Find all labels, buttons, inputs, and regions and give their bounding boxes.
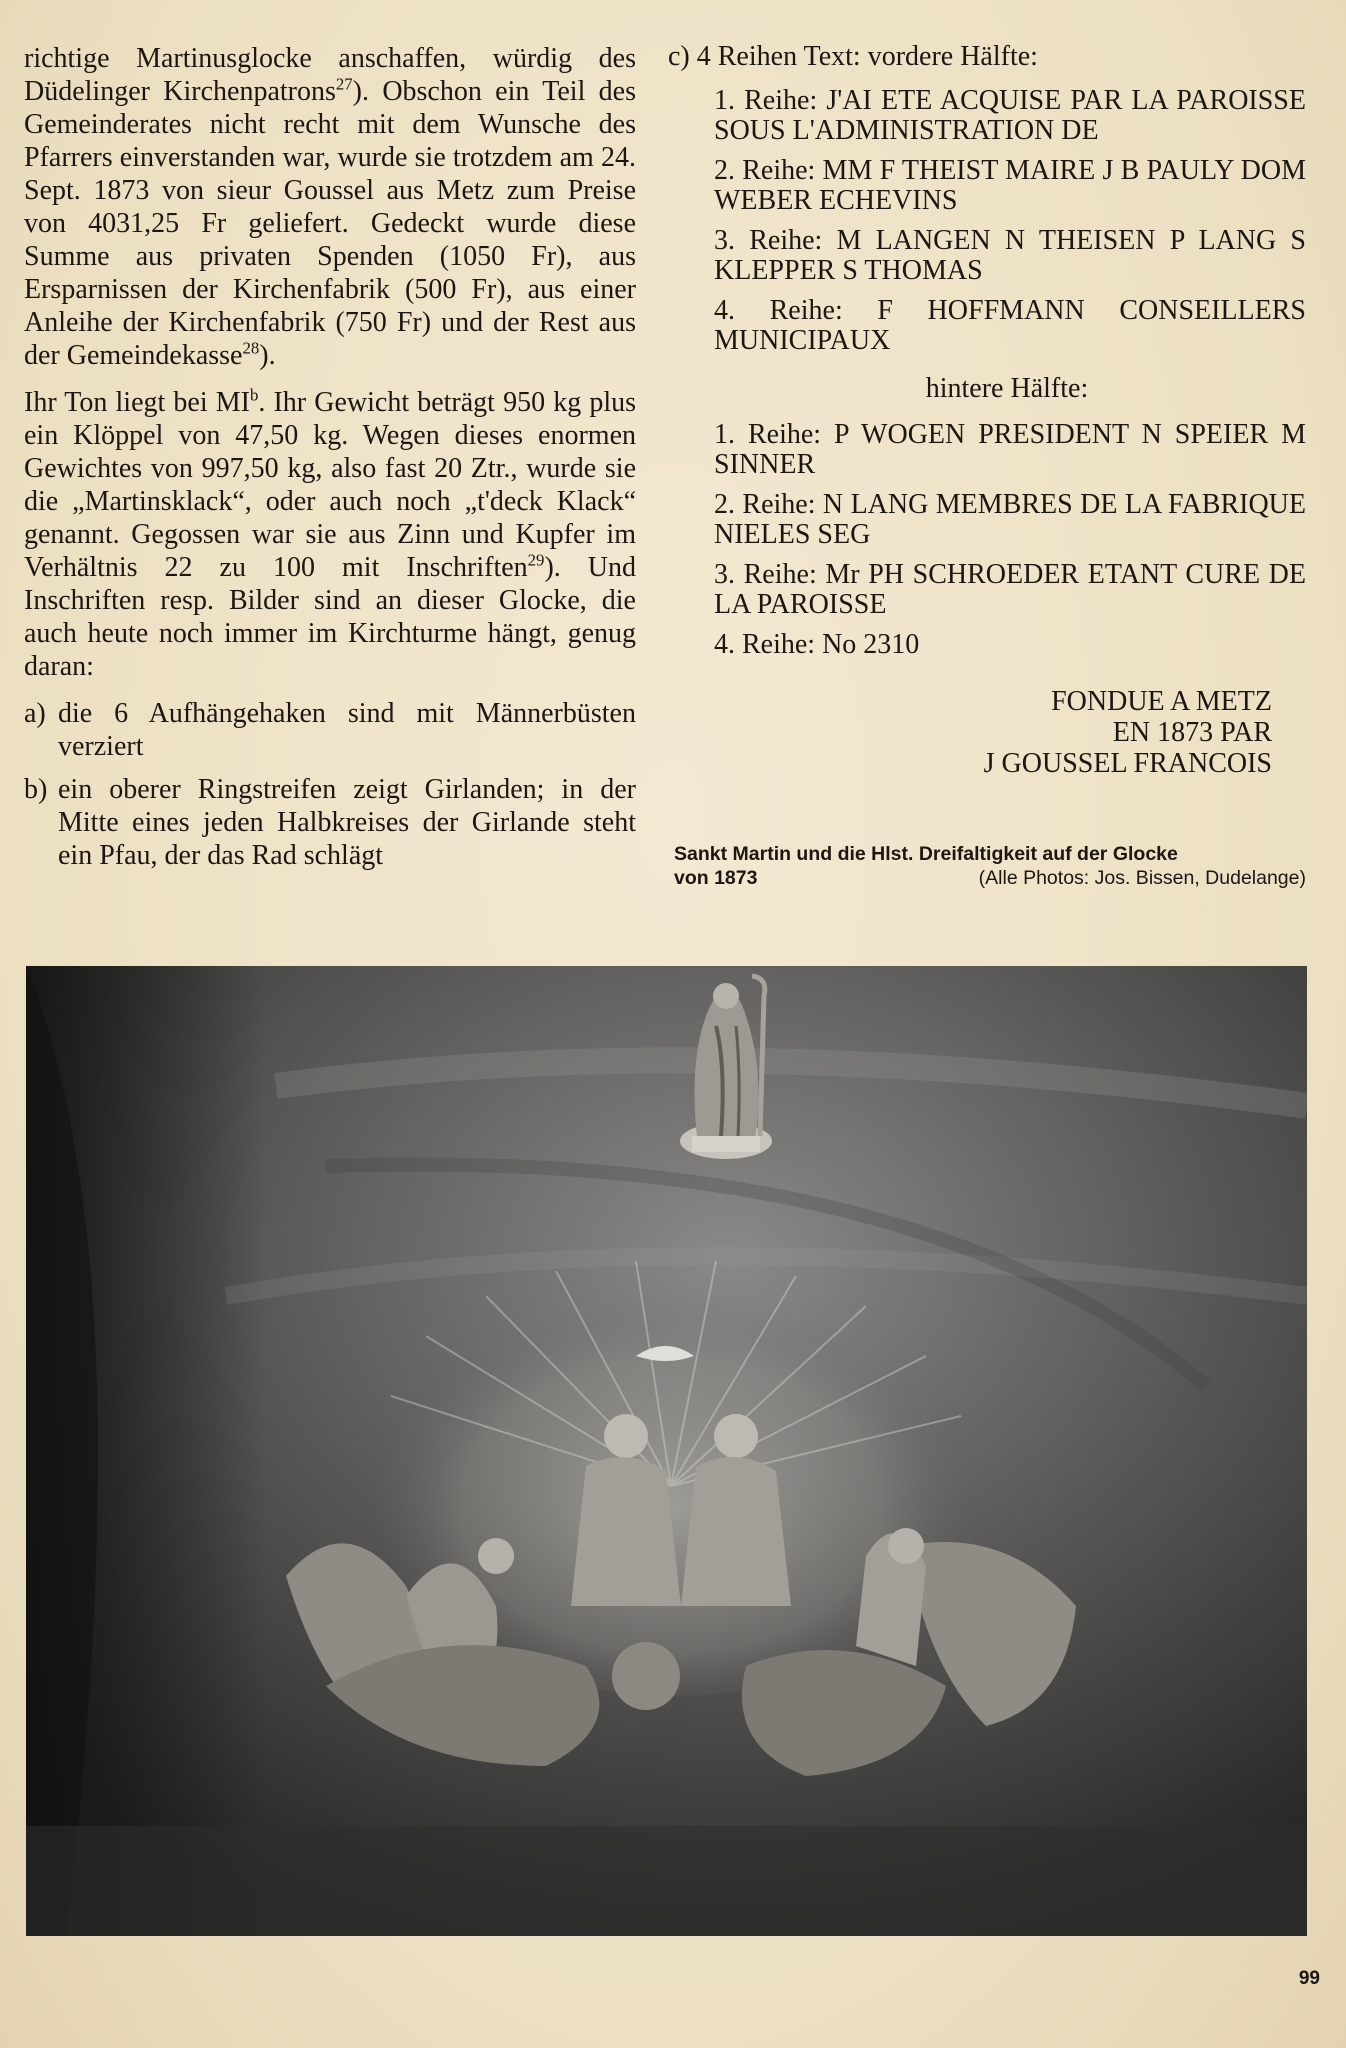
bell-relief-photo <box>26 966 1307 1936</box>
note-b: b <box>249 385 259 405</box>
front-row: 3. Reihe: M LANGEN N THEISEN P LANG S KLEPPER S THOMAS <box>714 225 1306 286</box>
inscription-line: J GOUSSEL FRANCOIS <box>983 748 1272 779</box>
front-row: 2. Reihe: MM F THEIST MAIRE J B PAULY DOM WEBER ECHEVINS <box>714 155 1306 216</box>
footnote-27[interactable]: 27 <box>335 74 353 94</box>
footnote-28[interactable]: 28 <box>242 338 260 358</box>
caption-line2 <box>674 866 1306 890</box>
caption-title: Sankt Martin und die Hlst. Dreifaltigkeit auf der Glocke <box>674 843 1178 865</box>
list-marker: b) <box>24 774 48 805</box>
caption-year: von 1873 <box>674 867 758 889</box>
list-item <box>24 697 636 763</box>
inscription-line: FONDUE A METZ <box>1051 686 1272 717</box>
text-run: . Ihr Gewicht beträgt 950 kg plus ein Klöppel von 47,50 kg. Wegen dieses enormen Gewichtes von 997,50 kg, also fast 20 Ztr., wurde sie die „Martinsklack“, oder auch noch „t'deck Klack“ genannt. Gegossen war sie aus Zinn und Kupfer im Verhältnis 22 zu 100 mit Inschriften <box>24 387 636 583</box>
footnote-29[interactable]: 29 <box>527 550 545 570</box>
list-item <box>24 773 636 872</box>
text-run: ). <box>259 340 276 371</box>
right-column <box>668 42 1306 779</box>
list-text: die 6 Aufhängehaken sind mit Männerbüsten verziert <box>58 698 636 762</box>
back-row: 4. Reihe: No 2310 <box>714 629 920 660</box>
bell-relief-photo-icon <box>26 966 1307 1936</box>
text-run: ). Und Inschriften resp. Bilder sind an dieser Glocke, die auch heute noch immer im Kirchturme hängt, genug daran: <box>24 552 636 682</box>
front-row: 1. Reihe: J'AI ETE ACQUISE PAR LA PAROISSE SOUS L'ADMINISTRATION DE <box>714 85 1306 146</box>
text-run: ). Obschon ein Teil des Gemeinderates nicht recht mit dem Wunsche des Pfarrers einverstanden war, wurde sie trotzdem am 24. Sept. 1873 von sieur Goussel aus Metz zum Preise von 4031,25 Fr geliefert. Gedeckt wurde diese Summe aus privaten Spenden (1050 Fr), aus Ersparnissen der Kirchenfabrik (500 Fr), aus einer Anleihe der Kirchenfabrik (750 Fr) und der Rest aus der Gemeindekasse <box>24 76 636 371</box>
page-number: 99 <box>1298 1968 1320 1989</box>
photo-caption <box>674 842 1306 890</box>
front-row: 4. Reihe: F HOFFMANN CONSEILLERS MUNICIPAUX <box>714 295 1306 356</box>
back-row: 2. Reihe: N LANG MEMBRES DE LA FABRIQUE NIELES SEG <box>714 489 1306 550</box>
photo-credit: (Alle Photos: Jos. Bissen, Dudelange) <box>978 867 1306 889</box>
list-marker: a) <box>24 698 46 729</box>
list-text: ein oberer Ringstreifen zeigt Girlanden; in der Mitte eines jeden Halbkreises der Girlande steht ein Pfau, der das Rad schlägt <box>58 774 636 871</box>
back-row: 1. Reihe: P WOGEN PRESIDENT N SPEIER M SINNER <box>714 419 1306 480</box>
inscription-line: EN 1873 PAR <box>1112 717 1272 748</box>
paragraph-tone <box>24 386 636 683</box>
paragraph-history <box>24 42 636 372</box>
left-column <box>24 42 636 882</box>
back-row: 3. Reihe: Mr PH SCHROEDER ETANT CURE DE LA PAROISSE <box>714 559 1306 620</box>
inscription-intro: c) 4 Reihen Text: vordere Hälfte: <box>668 41 1038 72</box>
back-half-label: hintere Hälfte: <box>925 373 1089 404</box>
text-run: Ihr Ton liegt bei MI <box>24 387 250 418</box>
foundry-inscription <box>668 686 1306 779</box>
text-run: richtige Martinusglocke anschaffen, würdig des Düdelinger Kirchenpatrons <box>24 43 636 107</box>
